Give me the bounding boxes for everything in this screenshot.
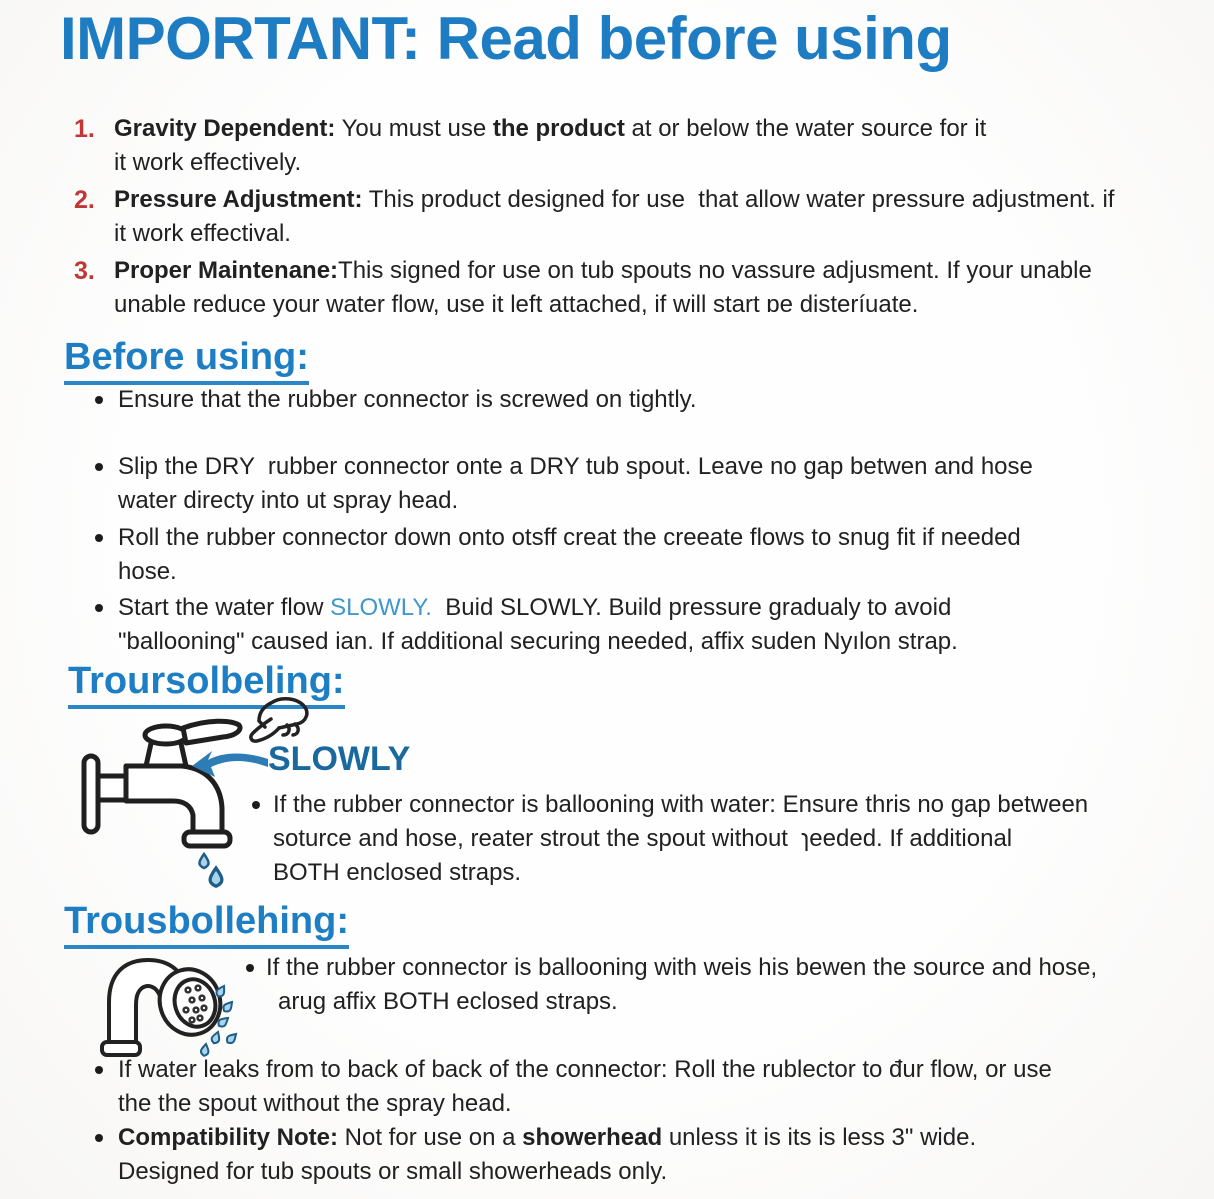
bullet-item: [95, 591, 958, 659]
item-line: it work effectively.: [114, 149, 302, 176]
bullet-run: Buid SLOWLY. Build pressure gradualy to avoid: [431, 594, 952, 621]
bullet-line: [118, 591, 958, 625]
section-heading-troubleshooting-2: Trousbollehing:: [64, 900, 349, 949]
item-content: [114, 183, 1114, 251]
bullet-line: hose.: [118, 558, 177, 585]
item-line: [114, 112, 986, 146]
item-run: This signed for use on tub spouts no vassure adjusment. If your unable: [338, 257, 1092, 284]
bullet-line: the the spout without the spray head.: [118, 1090, 512, 1117]
bullet-line: Designed for tub spouts or small showerheads only.: [118, 1158, 668, 1185]
bullet-line: If the rubber connector is ballooning with weis his bewen the source and hose,: [266, 954, 1098, 981]
numbered-item-2: [74, 183, 1114, 251]
item-line: [114, 183, 1114, 217]
item-number: 1.: [74, 115, 95, 143]
bullet-content: [118, 383, 697, 417]
item-line: unable reduce your water flow, use it left attached, if will start ɒe disteríuate.: [114, 291, 919, 318]
bullet-item: [95, 450, 1033, 518]
bullet-dot-icon: [95, 534, 103, 542]
numbered-item-3: [74, 254, 1114, 322]
bullet-item: [95, 1053, 1052, 1121]
bullet-item: [95, 521, 1021, 589]
bullet-content: [118, 1121, 976, 1189]
item-run: This product designed for use that allow water pressure adjustment. if: [362, 186, 1115, 213]
numbered-item-1: [74, 112, 1114, 180]
bullet-line: If the rubber connector is ballooning with water: Ensure thris no gap between: [273, 791, 1089, 818]
bullet-dot-icon: [252, 801, 260, 809]
item-content: [114, 254, 1092, 322]
item-run: You must use: [335, 115, 493, 142]
bullet-line: "ballooning" caused ian. If additional securing needed, affix suden Nyılon strap.: [118, 628, 958, 655]
page-title: IMPORTANT: Read before using: [60, 5, 952, 72]
item-content: [114, 112, 986, 180]
section-heading-troubleshooting-1: Troursolbeling:: [68, 660, 345, 709]
bullet-line: Ensure that the rubber connector is screwed on tightly.: [118, 386, 697, 413]
bullet-line: Roll the rubber connector down onto otsff creat the creeate flows to snug fit if needed: [118, 524, 1021, 551]
section-heading-before-using: Before using:: [64, 336, 309, 385]
bullet-content: [118, 450, 1033, 518]
bullet-content: [266, 951, 1097, 1019]
water-drop-icon: [199, 854, 221, 886]
bullet-dot-icon: [95, 1066, 103, 1074]
bullet-item: [95, 1121, 976, 1189]
bullet-content: [118, 591, 958, 659]
bullet-run: Not for use on a: [338, 1124, 523, 1151]
bullet-run: unless it is its is less 3" wide.: [662, 1124, 977, 1151]
bullet-content: [273, 788, 1088, 890]
numbered-warnings: [74, 112, 1114, 325]
item-run: at or below the water source for it: [624, 115, 987, 142]
bullet-run: Start the water flow: [118, 594, 331, 621]
bullet-dot-icon: [95, 1134, 103, 1142]
bullet-line: Slip the DRY rubber connector onte a DRY tub spout. Leave no gap betwen and hose: [118, 453, 1033, 480]
item-lead-bold: Proper Maintenane:: [114, 257, 339, 284]
bullet-item: [95, 383, 697, 417]
bullet-lead-bold: Compatibility Note:: [118, 1124, 338, 1151]
bullet-line: soturce and hose, reater strout the spout without ɿeeded. If additional: [273, 825, 1013, 852]
item-line: [114, 254, 1092, 288]
bullet-content: [118, 1053, 1052, 1121]
bullet-line: [118, 1121, 976, 1155]
bullet-line: arug affix BOTH eclosed straps.: [278, 988, 618, 1015]
item-bold-run: the product: [492, 115, 625, 142]
left-arrow-icon: [192, 749, 268, 783]
item-lead-bold: Gravity Dependent:: [114, 115, 336, 142]
bullet-dot-icon: [95, 396, 103, 404]
item-number: 3.: [74, 257, 95, 285]
slowly-label: SLOWLY: [268, 740, 411, 778]
item-number: 2.: [74, 186, 95, 214]
bullet-bold-run: showerhead: [522, 1124, 663, 1151]
bullet-content: [118, 521, 1021, 589]
faucet-icon: [80, 708, 252, 888]
bullet-dot-icon: [95, 604, 103, 612]
bullet-dot-icon: [246, 964, 254, 972]
bullet-line: If water leaks from to back of back of the connector: Roll the rublector to đur flow, or use: [118, 1056, 1052, 1083]
item-line: it work effectival.: [114, 220, 291, 247]
bullet-line: water directy into ut spray head.: [118, 487, 459, 514]
bullet-dot-icon: [95, 463, 103, 471]
slowly-inline-text: SLOWLY.: [330, 594, 432, 621]
bullet-item: [252, 788, 1088, 890]
bullet-item: [246, 951, 1097, 1019]
showerhead-icon: [96, 948, 248, 1062]
item-lead-bold: Pressure Adjustment:: [114, 186, 363, 213]
bullet-line: BOTH enclosed straps.: [273, 859, 522, 886]
